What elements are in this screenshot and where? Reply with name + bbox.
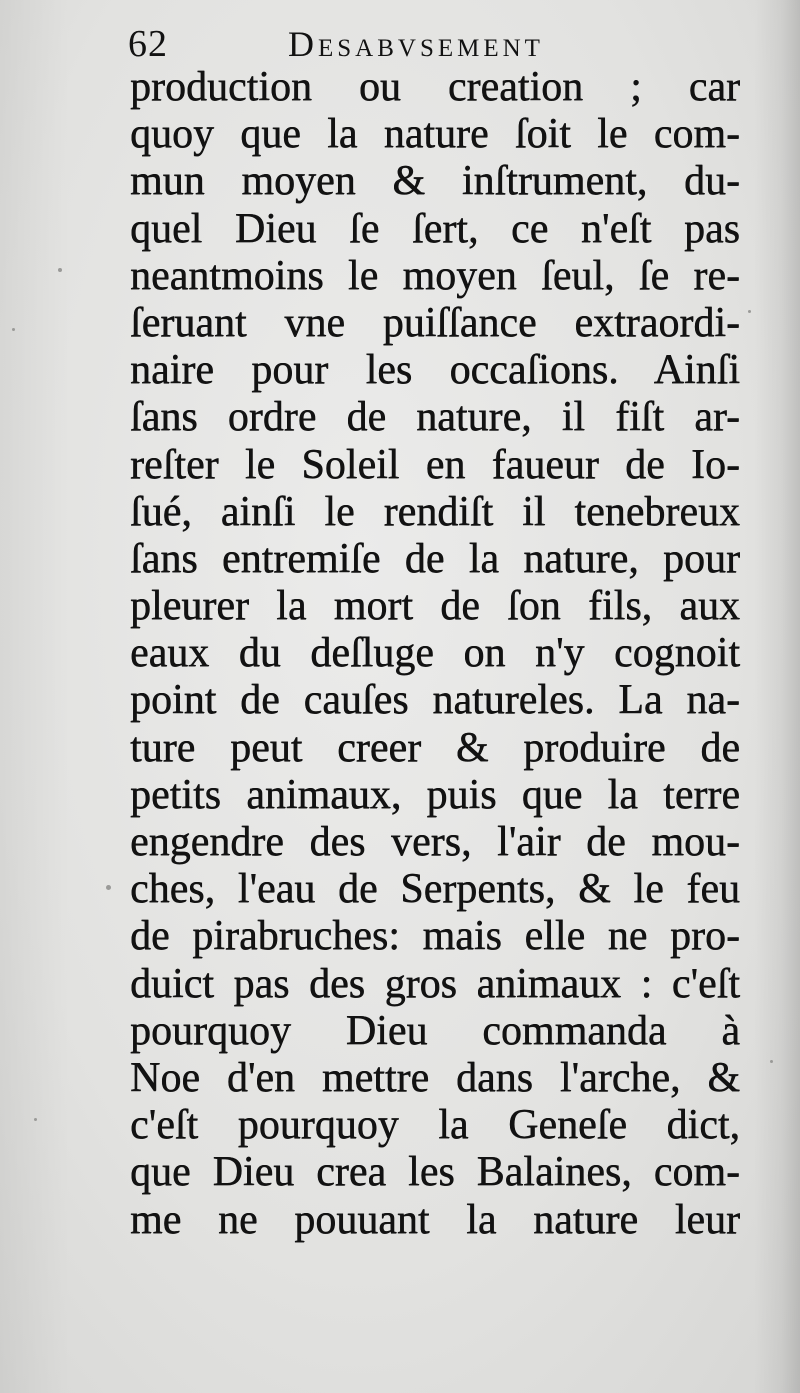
text-line: pleurer la mort de ſon fils, aux bbox=[130, 583, 740, 630]
text-line: ſans ordre de nature, il fiſt ar- bbox=[130, 394, 740, 441]
text-line: reſter le Soleil en faueur de Io- bbox=[130, 441, 740, 488]
text-line: me ne pouuant la nature leur bbox=[130, 1196, 740, 1243]
text-line: ture peut creer & produire de bbox=[130, 724, 740, 771]
page-gutter-shadow bbox=[0, 0, 70, 1393]
text-line: point de cauſes natureles. La na- bbox=[130, 677, 740, 724]
text-line: duict pas des gros animaux : c'eſt bbox=[130, 960, 740, 1007]
paper-speck bbox=[770, 1060, 773, 1063]
body-text bbox=[130, 64, 740, 1284]
text-line: neantmoins le moyen ſeul, ſe re- bbox=[130, 252, 740, 299]
page-edge-shadow bbox=[754, 0, 800, 1393]
text-line: quoy que la nature ſoit le com- bbox=[130, 111, 740, 158]
text-line: que Dieu crea les Balaines, com- bbox=[130, 1149, 740, 1196]
text-line: ches, l'eau de Serpents, & le feu bbox=[130, 866, 740, 913]
running-head: Desabvsement bbox=[288, 24, 544, 64]
text-line: quel Dieu ſe ſert, ce n'eſt pas bbox=[130, 205, 740, 252]
paper-speck bbox=[106, 885, 111, 890]
text-line: de pirabruches: mais elle ne pro- bbox=[130, 913, 740, 960]
text-line: ſeruant vne puiſſance extraordi- bbox=[130, 299, 740, 346]
text-line: production ou creation ; car bbox=[130, 64, 740, 110]
text-line: c'eſt pourquoy la Geneſe dict, bbox=[130, 1102, 740, 1149]
paper-speck bbox=[34, 1118, 37, 1121]
text-line: Noe d'en mettre dans l'arche, & bbox=[130, 1054, 740, 1101]
text-line: eaux du deſluge on n'y cognoit bbox=[130, 630, 740, 677]
page-header bbox=[128, 14, 738, 66]
text-line: ſué, ainſi le rendiſt il tenebreux bbox=[130, 488, 740, 535]
text-line: naire pour les occaſions. Ainſi bbox=[130, 347, 740, 394]
paper-speck bbox=[748, 310, 751, 313]
page-number: 62 bbox=[128, 23, 168, 65]
text-line: engendre des vers, l'air de mou- bbox=[130, 819, 740, 865]
text-line: ſans entremiſe de la nature, pour bbox=[130, 535, 740, 582]
paper-speck bbox=[12, 328, 15, 331]
text-line: mun moyen & inſtrument, du- bbox=[130, 158, 740, 205]
text-line: petits animaux, puis que la terre bbox=[130, 771, 740, 818]
paper-speck bbox=[58, 268, 62, 272]
text-line: pourquoy Dieu commanda à bbox=[130, 1007, 740, 1054]
